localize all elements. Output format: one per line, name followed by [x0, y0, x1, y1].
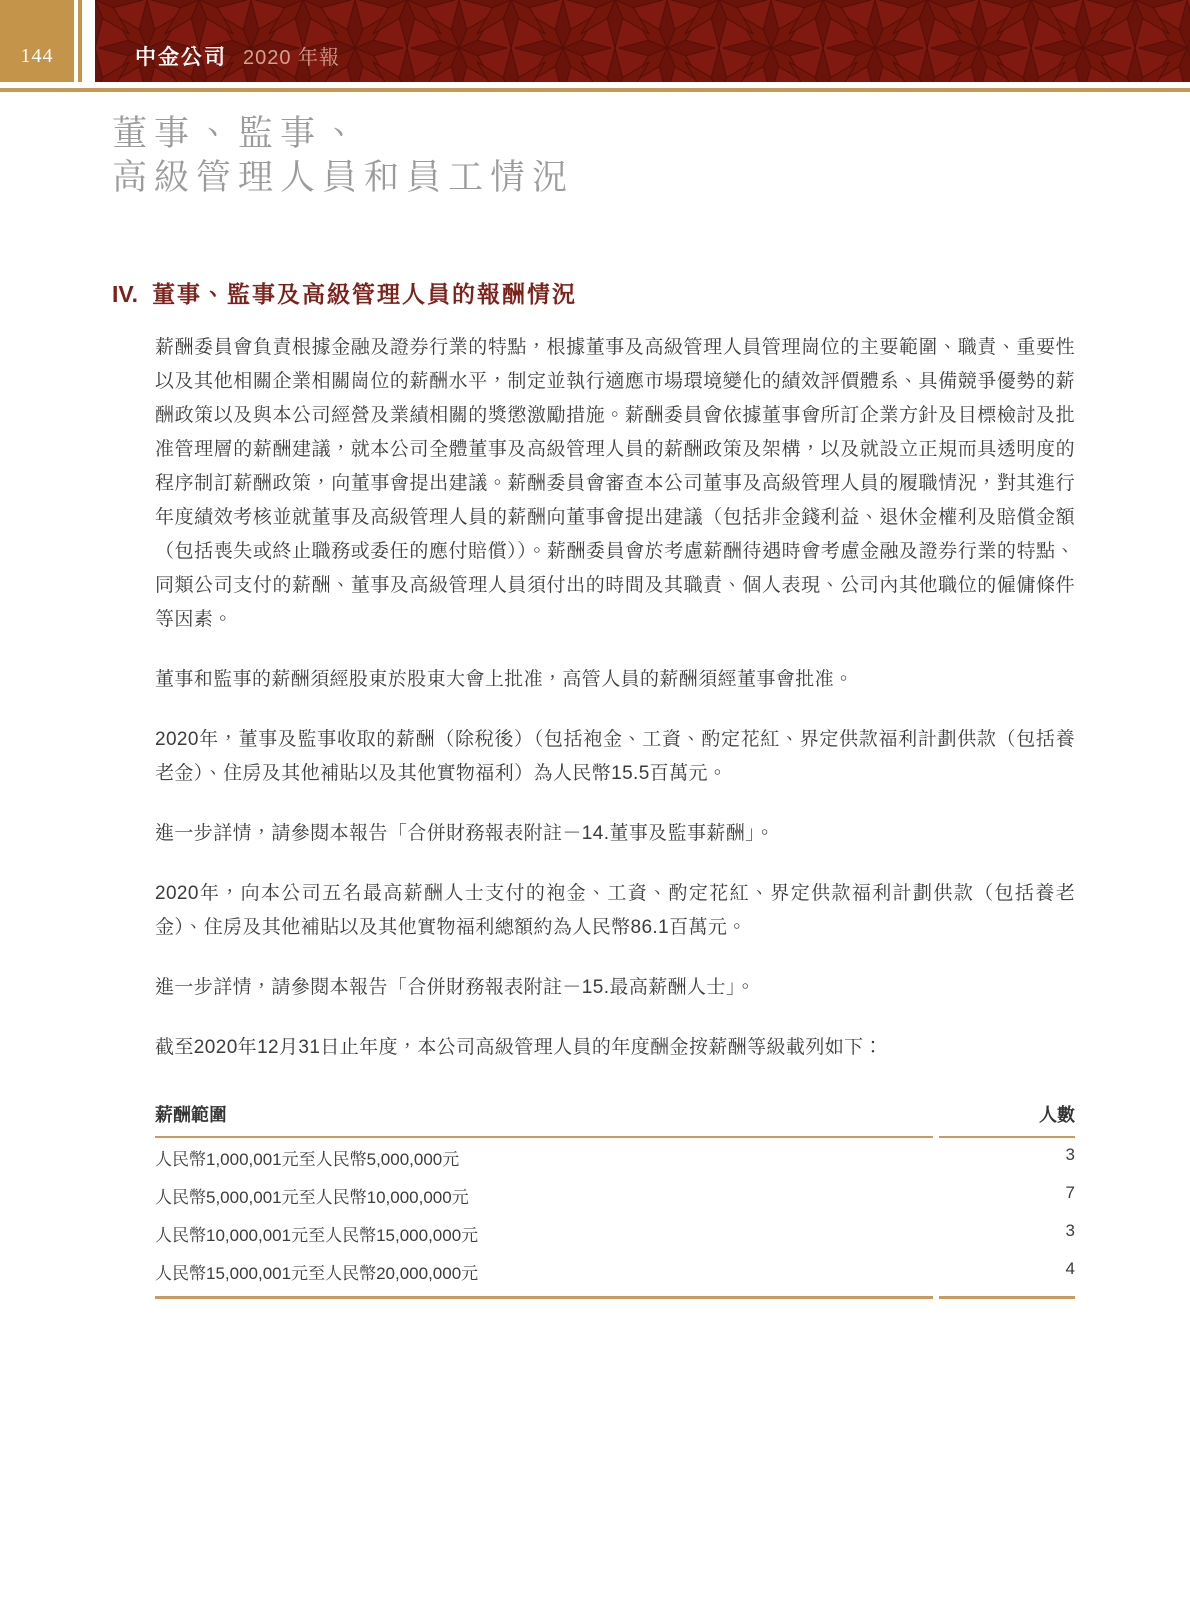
- section-numeral: IV.: [112, 281, 139, 307]
- body-paragraph-2: 董事和監事的薪酬須經股東於股東大會上批准，高管人員的薪酬須經董事會批准。: [155, 669, 854, 690]
- body-paragraph-1: 薪酬委員會負責根據金融及證券行業的特點，根據董事及高級管理人員管理崗位的主要範圍、職責、重要性以及其他相關企業相關崗位的薪酬水平，制定並執行適應市場環境變化的績效評價體系、具備競爭優勢的薪酬政策以及與本公司經營及業績相關的獎懲激勵措施。薪酬委員會依據董事會所訂企業方針及目標檢討及批准管理層的薪酬建議，就本公司全體董事及高級管理人員的薪酬政策及架構，以及就設立正規而具透明度的程序制訂薪酬政策，向董事會提出建議。薪酬委員會審查本公司董事及高級管理人員的履職情況，對其進行年度績效考核並就董事及高級管理人員的薪酬向董事會提出建議（包括非金錢利益、退休金權利及賠償金額（包括喪失或終止職務或委任的應付賠償））。薪酬委員會於考慮薪酬待遇時會考慮金融及證券行業的特點、同類公司支付的薪酬、董事及高級管理人員須付出的時間及其職責、個人表現、公司內其他職位的僱傭條件等因素。: [155, 337, 1075, 630]
- banner-text: [135, 41, 340, 71]
- company-name: 中金公司: [135, 46, 227, 69]
- table-row: [155, 1214, 1075, 1252]
- table-row: [155, 1176, 1075, 1214]
- salary-range-cell: 人民幣1,000,001元至人民幣5,000,000元: [155, 1150, 460, 1169]
- table-bottom-rule: [155, 1296, 1075, 1299]
- page-number: 144: [20, 45, 54, 67]
- body-paragraph-7: 截至2020年12月31日止年度，本公司高級管理人員的年度酬金按薪酬等級載列如下：: [155, 1037, 883, 1058]
- salary-range-cell: 人民幣5,000,001元至人民幣10,000,000元: [155, 1188, 469, 1207]
- chapter-title-line1: 董事、監事、: [112, 114, 365, 153]
- compensation-band-table: [155, 1101, 1075, 1299]
- column-header-headcount: 人數: [939, 1101, 1075, 1138]
- body-paragraph-6: 進一步詳情，請參閱本報告「合併財務報表附註－15.最高薪酬人士」。: [155, 977, 756, 998]
- section-body: [112, 331, 1190, 1065]
- report-edition: 2020 年報: [243, 47, 341, 69]
- chapter-title-line2: 高級管理人員和員工情況: [112, 158, 575, 197]
- table-row: [155, 1252, 1075, 1290]
- headcount-cell: 7: [1065, 1183, 1075, 1202]
- column-header-salary-range: 薪酬範圍: [155, 1101, 933, 1138]
- chapter-title: [112, 112, 1190, 200]
- body-paragraph-4: 進一步詳情，請參閱本報告「合併財務報表附註－14.董事及監事薪酬」。: [155, 823, 775, 844]
- salary-range-cell: 人民幣15,000,001元至人民幣20,000,000元: [155, 1264, 479, 1283]
- salary-range-cell: 人民幣10,000,001元至人民幣15,000,000元: [155, 1226, 479, 1245]
- headcount-cell: 3: [1065, 1221, 1075, 1240]
- body-paragraph-5: 2020年，向本公司五名最高薪酬人士支付的袍金、工資、酌定花紅、界定供款福利計劃供款（包括養老金）、住房及其他補貼以及其他實物福利總額約為人民幣86.1百萬元。: [155, 883, 1075, 938]
- body-paragraph-3: 2020年，董事及監事收取的薪酬（除稅後）（包括袍金、工資、酌定花紅、界定供款福利計劃供款（包括養老金）、住房及其他補貼以及其他實物福利）為人民幣15.5百萬元。: [155, 729, 1075, 784]
- section-title: 董事、監事及高級管理人員的報酬情況: [152, 281, 577, 307]
- section-heading: [112, 276, 1190, 309]
- headcount-cell: 4: [1065, 1259, 1075, 1278]
- table-row: [155, 1138, 1075, 1176]
- table-header-row: [155, 1101, 1075, 1138]
- headcount-cell: 3: [1065, 1145, 1075, 1164]
